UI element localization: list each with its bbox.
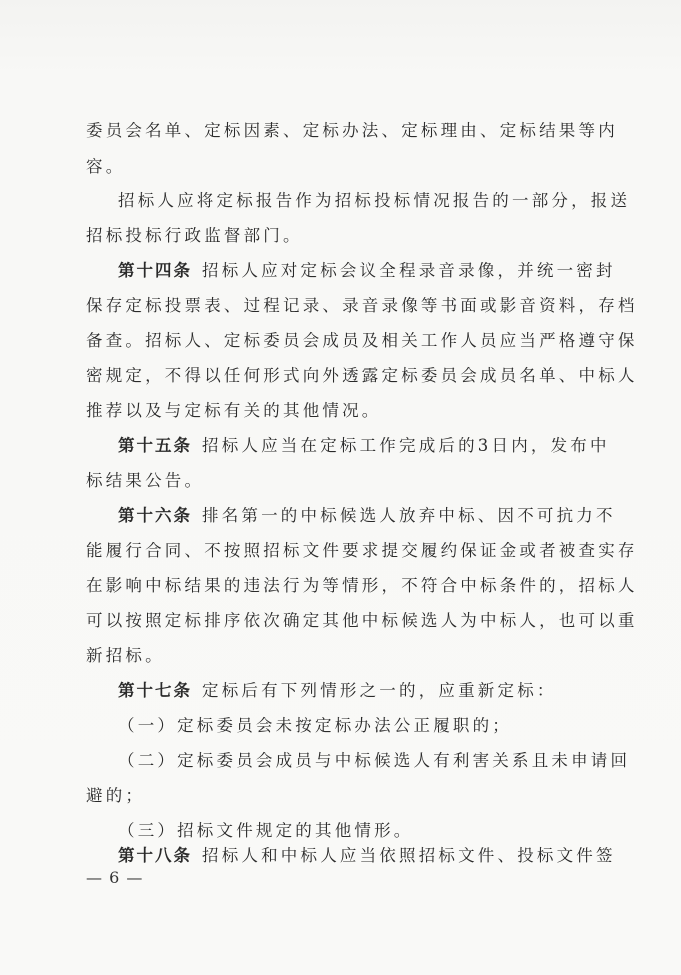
text-line: 委员会名单、定标因素、定标办法、定标理由、定标结果等内 [86,121,618,140]
article-line [118,260,616,282]
text-line: 密规定，不得以任何形式向外透露定标委员会成员名单、中标人 [86,366,638,385]
text-line: 在影响中标结果的违法行为等情形，不符合中标条件的，招标人 [86,576,638,595]
article-text: 排名第一的中标候选人放弃中标、因不可抗力不 [202,506,616,525]
text-line: 保存定标投票表、过程记录、录音录像等书面或影音资料，存档 [86,296,638,315]
list-item: （三）招标文件规定的其他情形。 [118,821,414,840]
article-heading: 第十八条 [118,846,192,865]
page-number: — 6 — [86,868,144,887]
article-text: 招标人和中标人应当依照招标文件、投标文件签 [202,846,616,865]
article-text: 招标人应当在定标工作完成后的3日内，发布中 [202,436,610,455]
text-line: 招标人应将定标报告作为招标投标情况报告的一部分，报送 [118,191,631,210]
text-line: 备查。招标人、定标委员会成员及相关工作人员应当严格遵守保 [86,331,638,350]
text-line: 容。 [86,157,126,176]
article-heading: 第十四条 [118,261,192,280]
article-line [118,845,616,867]
list-item: （二）定标委员会成员与中标候选人有利害关系且未申请回 [118,751,631,770]
text-line: 能履行合同、不按照招标文件要求提交履约保证金或者被查实存 [86,541,638,560]
text-line: 推荐以及与定标有关的其他情况。 [86,401,382,420]
article-line [118,505,616,527]
text-line: 可以按照定标排序依次确定其他中标候选人为中标人，也可以重 [86,611,638,630]
article-line [118,680,596,702]
article-heading: 第十七条 [118,681,192,700]
article-heading: 第十五条 [118,436,192,455]
text-line: 标结果公告。 [86,471,205,490]
text-line: 新招标。 [86,646,165,665]
list-item: （一）定标委员会未按定标办法公正履职的； [118,716,512,735]
article-line [118,435,610,457]
text-line: 避的； [86,786,146,805]
article-text: 定标后有下列情形之一的，应重新定标： [202,681,557,700]
article-heading: 第十六条 [118,506,192,525]
text-line: 招标投标行政监督部门。 [86,226,303,245]
article-text: 招标人应对定标会议全程录音录像，并统一密封 [202,261,616,280]
